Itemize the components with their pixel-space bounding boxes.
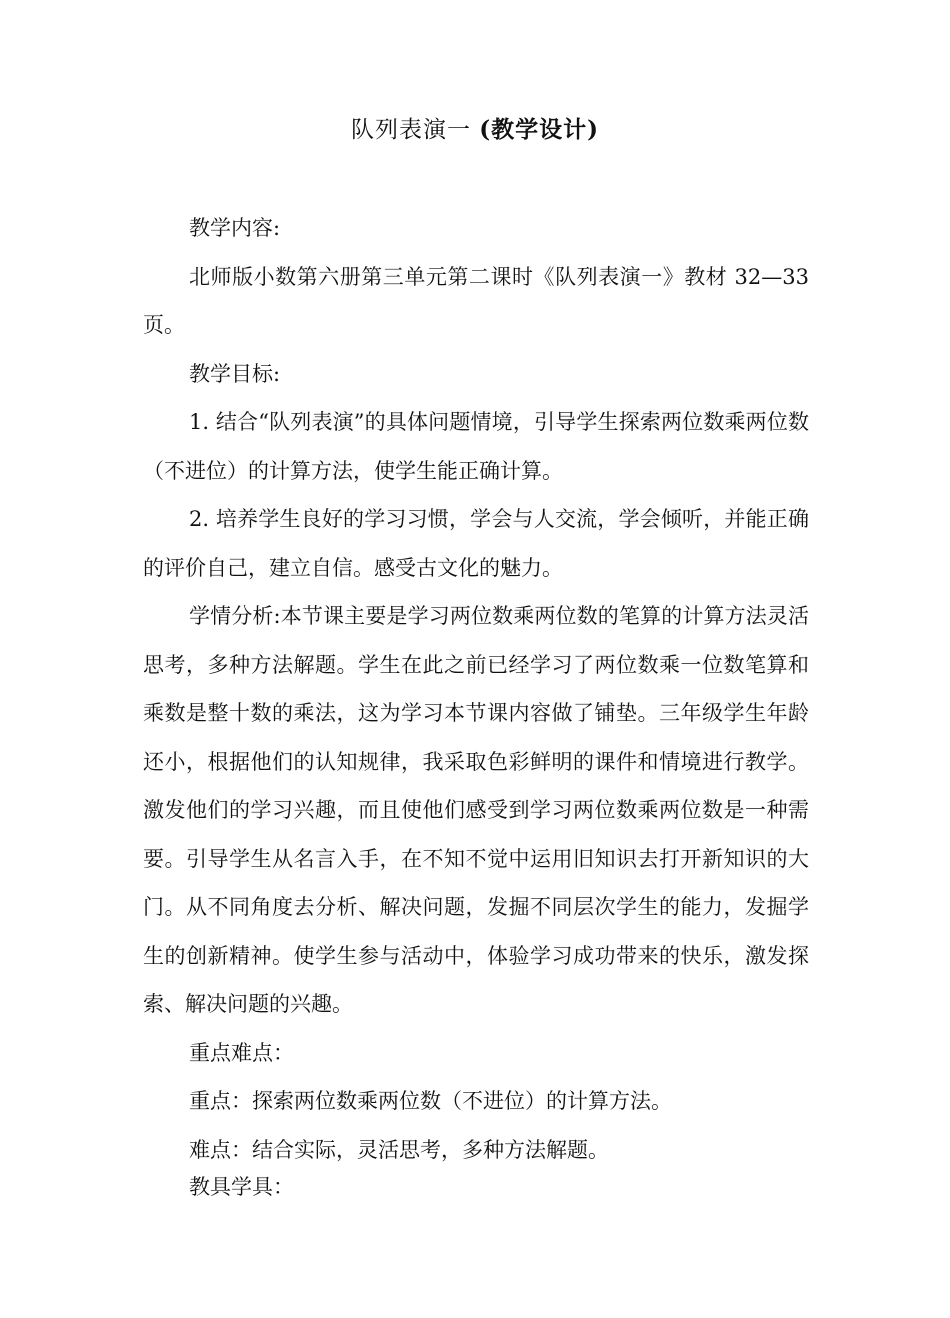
goal-1: 1. 结合“队列表演”的具体问题情境，引导学生探索两位数乘两位数（不进位）的计算方法，使学生能正确计算。 [143, 410, 809, 483]
analysis-paragraph [143, 592, 809, 1029]
tools-heading: 教具学具： [189, 1174, 294, 1199]
analysis-heading: 学情分析: [189, 604, 281, 628]
key-point: 重点：探索两位数乘两位数（不进位）的计算方法。 [189, 1089, 672, 1113]
analysis-text: 本节课主要是学习两位数乘两位数的笔算的计算方法灵活思考，多种方法解题。学生在此之前已经学习了两位数乘一位数笔算和乘数是整十数的乘法，这为学习本节课内容做了铺垫。三年级学生年龄还小，根据他们的认知规律，我采取色彩鲜明的课件和情境进行教学。激发他们的学习兴趣，而且使他们感受到学习两位数乘两位数是一种需要。引导学生从名言入手，在不知不觉中运用旧知识去打开新知识的大门。从不同角度去分析、解决问题，发掘不同层次学生的能力，发掘学生的创新精神。使学生参与活动中，体验学习成功带来的快乐，激发探索、解决问题的兴趣。 [143, 604, 810, 1016]
goal-2: 2. 培养学生良好的学习习惯，学会与人交流，学会倾听，并能正确的评价自己，建立自信。感受古文化的魅力。 [143, 507, 809, 580]
document-title [0, 112, 950, 148]
key-points-heading: 重点难点： [189, 1040, 294, 1065]
content-heading: 教学内容: [189, 216, 281, 240]
goals-heading: 教学目标: [189, 361, 281, 386]
title-suffix: (教学设计) [479, 116, 600, 143]
document-body [143, 204, 809, 1206]
title-main: 队列表演一 [350, 117, 471, 143]
content-text: 北师版小数第六册第三单元第二课时《队列表演一》教材 32—33 页。 [143, 264, 809, 337]
difficulty: 难点：结合实际，灵活思考，多种方法解题。 [189, 1137, 609, 1162]
